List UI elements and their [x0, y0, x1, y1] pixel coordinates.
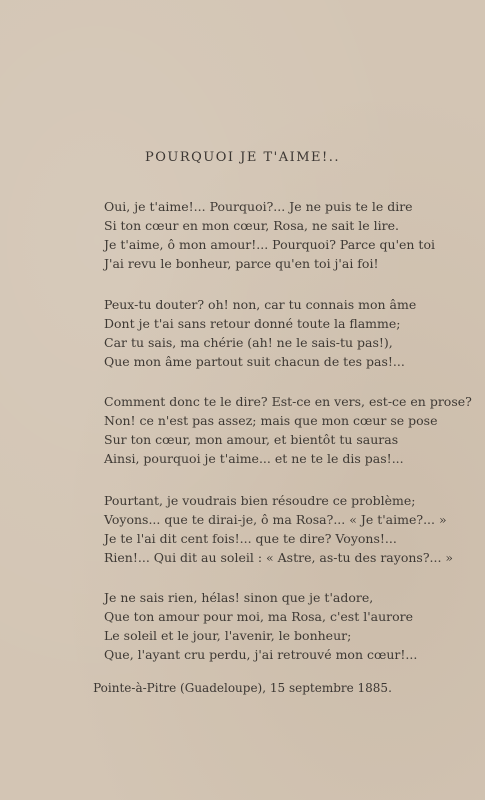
verse-line: Sur ton cœur, mon amour, et bientôt tu sauras	[104, 432, 399, 447]
stanza-5	[104, 588, 484, 664]
verse-line: Peux-tu douter? oh! non, car tu connais mon âme	[104, 297, 417, 312]
verse-line: Que mon âme partout suit chacun de tes pas!...	[104, 354, 405, 369]
verse-line: Je te l'ai dit cent fois!... que te dire? Voyons!...	[104, 531, 397, 546]
stanza-3	[104, 392, 484, 468]
stanza-4	[104, 491, 484, 567]
verse-line: Comment donc te le dire? Est-ce en vers, est-ce en prose?	[104, 394, 472, 409]
verse-line: Dont je t'ai sans retour donné toute la flamme;	[104, 316, 401, 331]
verse-line: Voyons... que te dirai-je, ô ma Rosa?... « Je t'aime?... »	[104, 512, 447, 527]
verse-line: Rien!... Qui dit au soleil : « Astre, as-tu des rayons?... »	[104, 550, 454, 565]
verse-line: Ainsi, pourquoi je t'aime... et ne te le dis pas!...	[104, 451, 404, 466]
verse-line: Je t'aime, ô mon amour!... Pourquoi? Parce qu'en toi	[104, 237, 435, 252]
verse-line: Si ton cœur en mon cœur, Rosa, ne sait le lire.	[104, 218, 399, 233]
verse-line: J'ai revu le bonheur, parce qu'en toi j'ai foi!	[104, 256, 379, 271]
verse-line: Car tu sais, ma chérie (ah! ne le sais-tu pas!),	[104, 335, 393, 350]
place-date-signature: Pointe-à-Pitre (Guadeloupe), 15 septembre 1885.	[93, 681, 392, 695]
verse-line: Oui, je t'aime!... Pourquoi?... Je ne puis te le dire	[104, 199, 413, 214]
verse-line: Non! ce n'est pas assez; mais que mon cœur se pose	[104, 413, 438, 428]
verse-line: Pourtant, je voudrais bien résoudre ce problème;	[104, 493, 416, 508]
verse-line: Que, l'ayant cru perdu, j'ai retrouvé mon cœur!...	[104, 647, 418, 662]
stanza-1	[104, 197, 484, 273]
poem-title: POURQUOI JE T'AIME!..	[144, 150, 341, 165]
verse-line: Que ton amour pour moi, ma Rosa, c'est l'aurore	[104, 609, 414, 624]
verse-line: Je ne sais rien, hélas! sinon que je t'adore,	[104, 590, 374, 605]
stanza-2	[104, 295, 484, 371]
verse-line: Le soleil et le jour, l'avenir, le bonheur;	[104, 628, 352, 643]
